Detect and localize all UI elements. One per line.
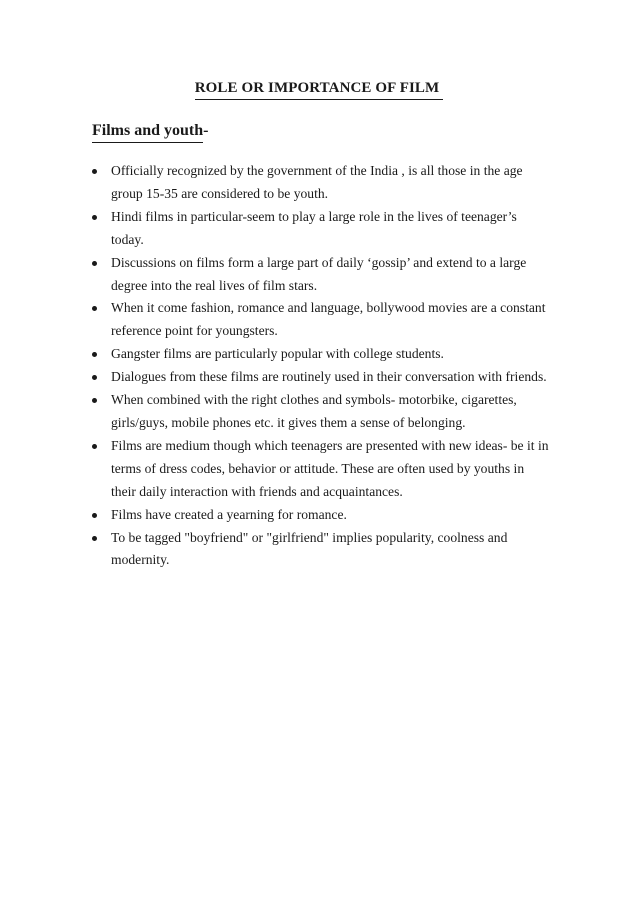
bullet-icon [92, 398, 97, 403]
list-item-text: When combined with the right clothes and symbols- motorbike, cigarettes, girls/guys, mobile phones etc. it gives them a sense of belonging. [111, 392, 517, 430]
list-item-text: Dialogues from these films are routinely used in their conversation with friends. [111, 369, 547, 385]
list-item-text: To be tagged "boyfriend" or "girlfriend" implies popularity, coolness and modernity. [111, 529, 508, 568]
bullet-icon [92, 352, 97, 357]
bullet-icon [92, 215, 97, 220]
list-item-text: Films have created a yearning for romance. [111, 506, 347, 522]
list-item [92, 366, 552, 389]
list-item [92, 504, 552, 527]
bullet-icon [92, 169, 97, 174]
list-item [92, 435, 552, 504]
bullet-icon [92, 261, 97, 266]
list-item-text: Films are medium though which teenagers are presented with new ideas- be it in terms of dress codes, behavior or attitude. These are often used by youths in their daily interaction with friends and acquaintances. [111, 437, 549, 499]
list-item-text: When it come fashion, romance and language, bollywood movies are a constant reference point for youngsters. [111, 300, 546, 339]
list-item [92, 527, 552, 573]
list-item [92, 297, 552, 343]
list-item-text: Gangster films are particularly popular with college students. [111, 346, 444, 362]
bullet-icon [92, 513, 97, 518]
page-title [0, 80, 638, 100]
list-item [92, 343, 552, 366]
list-item-text: Officially recognized by the government of the India , is all those in the age group 15-35 are considered to be youth. [111, 163, 523, 201]
section-heading [92, 122, 208, 143]
section-heading-text: Films and youth [92, 122, 203, 143]
bullet-icon [92, 536, 97, 541]
bullet-icon [92, 444, 97, 449]
bullet-icon [92, 375, 97, 380]
section-heading-suffix: - [203, 122, 209, 139]
bullet-list [92, 160, 552, 572]
list-item [92, 389, 552, 435]
bullet-icon [92, 306, 97, 311]
list-item [92, 206, 552, 252]
list-item [92, 252, 552, 298]
list-item-text: Hindi films in particular-seem to play a large role in the lives of teenager’s today. [111, 208, 517, 247]
list-item-text: Discussions on films form a large part of daily ‘gossip’ and extend to a large degree into the real lives of film stars. [111, 254, 527, 293]
page-title-text: ROLE OR IMPORTANCE OF FILM [195, 80, 444, 100]
list-item [92, 160, 552, 206]
